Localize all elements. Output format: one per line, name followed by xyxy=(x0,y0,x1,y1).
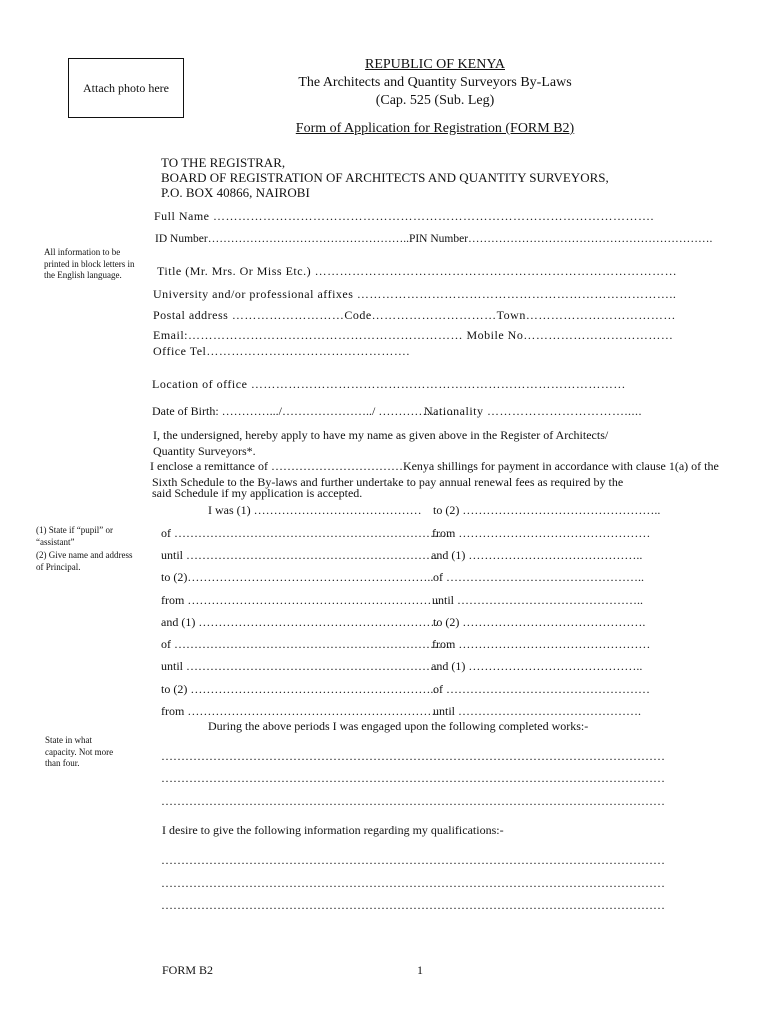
period-row-left: to (2)…………………………………………………….. xyxy=(161,570,434,584)
remittance-line-1: I enclose a remittance of ……………………………Kenya shillings for payment in accordance with clause 1(a) of the xyxy=(150,459,719,473)
note-block-letters: All information to be printed in block letters in the English language. xyxy=(44,247,135,280)
field-affixes: University and/or professional affixes ………………………………………………………………….. xyxy=(153,287,677,301)
period-row-left: until ……………………………………………………… xyxy=(161,659,439,673)
works-heading: During the above periods I was engaged upon the following completed works:- xyxy=(208,719,589,733)
note-capacity: State in what capacity. Not more than four. xyxy=(45,735,114,768)
photo-box xyxy=(68,58,184,118)
qualifications-line: ……………………………………………………………………………………………………………… xyxy=(161,853,665,867)
field-title: Title (Mr. Mrs. Or Miss Etc.) …………………………………………………………………………… xyxy=(157,264,678,278)
qualifications-heading: I desire to give the following information regarding my qualifications:- xyxy=(162,823,504,837)
period-row-right: to (2) ………………………………………….. xyxy=(433,503,661,517)
period-row-right: and (1) …………………………………….. xyxy=(431,548,643,562)
note-pupil: (1) State if “pupil” or “assistant” xyxy=(36,525,113,547)
period-row-left: from ……………………………………………………… xyxy=(161,704,440,718)
field-dob: Date of Birth: ………….../…………………../ ………………. xyxy=(152,404,454,418)
period-row-right: of ………………………………………….. xyxy=(433,570,644,584)
note-principal: (2) Give name and address of Principal. xyxy=(36,550,133,572)
works-line: ……………………………………………………………………………………………………………… xyxy=(161,749,665,763)
address-line-1: TO THE REGISTRAR, xyxy=(161,155,286,170)
form-title: Form of Application for Registration (FORM B2) xyxy=(295,121,575,136)
header-act: The Architects and Quantity Surveyors By-Laws xyxy=(298,75,572,90)
works-line: ……………………………………………………………………………………………………………… xyxy=(161,794,665,808)
period-row-left: of …………………………………………………………… xyxy=(161,526,450,540)
qualifications-line: ……………………………………………………………………………………………………………… xyxy=(161,876,665,890)
period-row-left: to (2) …………………………………………………….. xyxy=(161,682,437,696)
period-row-right: and (1) …………………………………….. xyxy=(431,659,643,673)
period-row-left: of …………………………………………………………… xyxy=(161,637,450,651)
period-row-right: from ………………………………………… xyxy=(432,526,651,540)
field-nationality: Nationality ……………………………..... xyxy=(424,404,642,418)
works-line: ……………………………………………………………………………………………………………… xyxy=(161,771,665,785)
field-location: Location of office ……………………………………………………………………………… xyxy=(152,377,626,391)
field-full-name: Full Name ……………………………………………………………………………………………. xyxy=(154,209,654,223)
period-row-right: of …………………………………………… xyxy=(433,682,650,696)
qualifications-line: ……………………………………………………………………………………………………………… xyxy=(161,898,665,912)
remittance-line-3: said Schedule if my application is accepted. xyxy=(152,486,363,500)
page-number: 1 xyxy=(417,963,423,977)
address-line-3: P.O. BOX 40866, NAIROBI xyxy=(161,185,310,200)
period-row-left: from ……………………………………………………… xyxy=(161,593,440,607)
period-row-left: I was (1) …………………………………… xyxy=(208,503,422,517)
period-row-right: until ………………………………………. xyxy=(433,704,642,718)
declaration-line-1: I, the undersigned, hereby apply to have my name as given above in the Register of Architects/ xyxy=(153,428,609,442)
photo-box-label: Attach photo here xyxy=(83,80,169,95)
field-id-pin: ID Number……………………………………………..PIN Number………………………………………………………. xyxy=(155,233,713,245)
header-republic: REPUBLIC OF KENYA xyxy=(364,57,505,72)
field-email: Email:………………………………………………………… Mobile No……………………………… xyxy=(153,328,674,342)
period-row-right: until ……………………………………….. xyxy=(432,593,644,607)
period-row-left: and (1) …………………………………………………… xyxy=(161,615,439,629)
remittance-line-2: Sixth Schedule to the By-laws and further undertake to pay annual renewal fees as required by the xyxy=(152,475,624,489)
declaration-line-2: Quantity Surveyors*. xyxy=(153,444,256,458)
address-line-2: BOARD OF REGISTRATION OF ARCHITECTS AND QUANTITY SURVEYORS, xyxy=(161,170,609,185)
field-office-tel: Office Tel…………………………………………. xyxy=(153,344,410,358)
period-row-right: to (2) ………………………………………. xyxy=(433,615,646,629)
header-cap: (Cap. 525 (Sub. Leg) xyxy=(375,93,495,108)
footer-form-label: FORM B2 xyxy=(162,963,214,977)
period-row-right: from ………………………………………… xyxy=(432,637,651,651)
period-row-left: until ……………………………………………………… xyxy=(161,548,439,562)
field-postal: Postal address ………………………Code…………………………Town……………………………… xyxy=(153,308,676,322)
